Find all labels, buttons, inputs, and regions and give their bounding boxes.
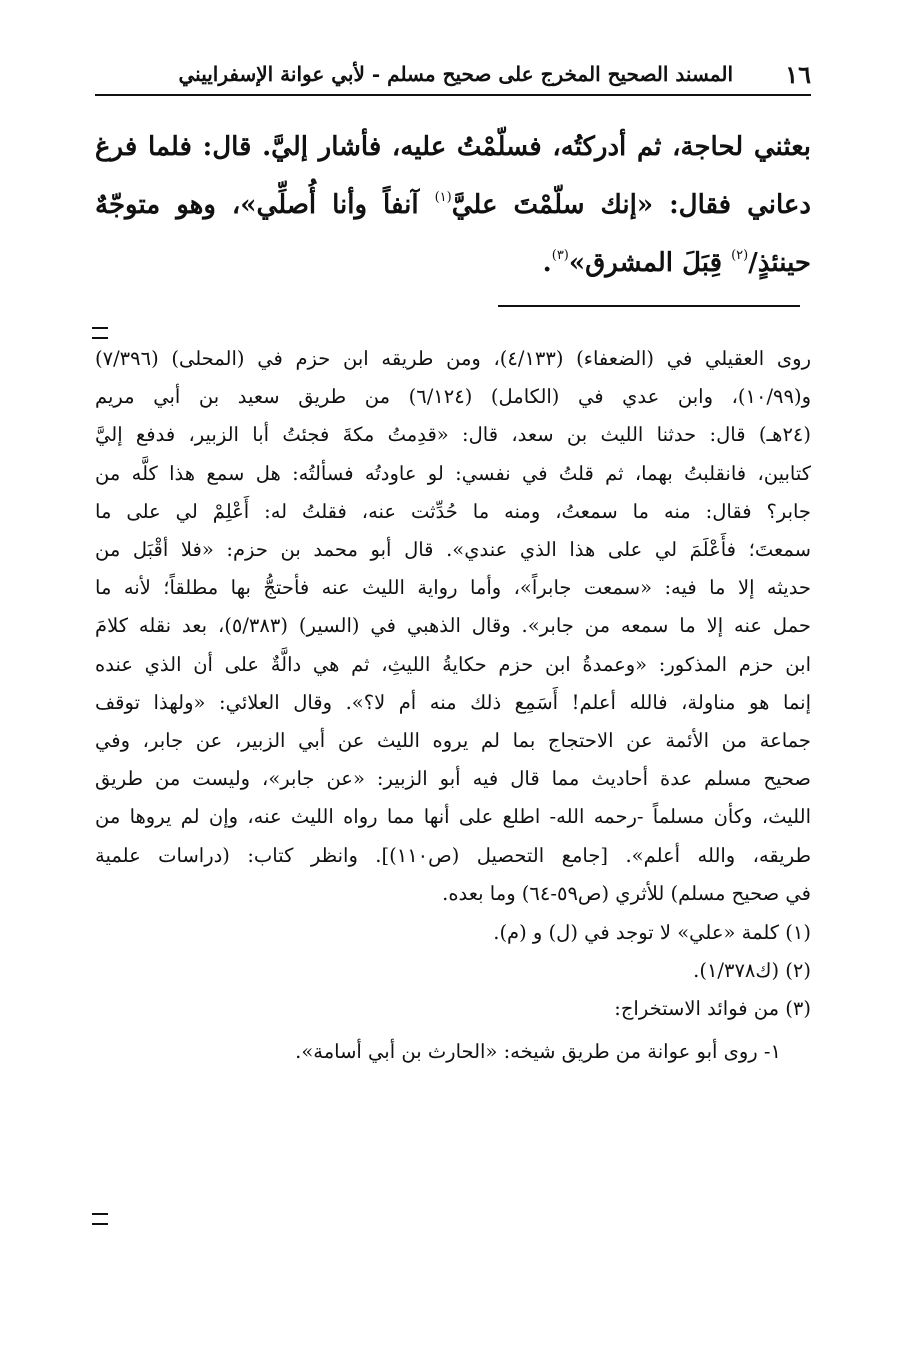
main-text — [95, 118, 811, 292]
main-text-line — [95, 234, 811, 292]
footnote-line: إنما هو مناولة، فالله أعلم! أَسَمِع ذلك منه أم لا؟». وقال العلائي: «ولهذا توقف — [95, 690, 811, 714]
running-title: المسند الصحيح المخرج على صحيح مسلم - لأبي عوانة الإسفراييني — [178, 62, 733, 86]
page-number: ١٦ — [785, 60, 811, 89]
footnote-ref: (١) — [434, 190, 452, 206]
footnote-separator — [498, 305, 800, 307]
footnote-item: (٢) (ك١/٣٧٨). — [693, 959, 811, 983]
footnote-line: الليث، وكأن مسلماً -رحمه الله- اطلع على أنها مما رواه الليث عنه، وإن لم يروها من — [95, 805, 811, 829]
continuation-mark-top — [92, 327, 108, 339]
main-text-segment: قِبَلَ المشرق» — [568, 248, 732, 278]
main-text-segment: حينئذٍ/ — [748, 248, 811, 278]
footnote-line: (٢٤هـ) قال: حدثنا الليث بن سعد، قال: «قدِمتُ مكةَ فجئتُ أبا الزبير، فدفع إليَّ — [95, 423, 811, 447]
footnote-line: سمعتَ؛ فأَعْلَمَ لي على هذا الذي عندي». قال أبو محمد بن حزم: «فلا أقْبَل من — [95, 538, 811, 562]
footnote-line: طريقه، والله أعلم». [جامع التحصيل (ص١١٠)]. وانظر كتاب: (دراسات علمية — [95, 843, 811, 867]
footnote-line: كتابين، فانقلبتُ بهما، ثم قلتُ في نفسي: لو عاودتُه فسألتُه: هل سمع هذا كلَّه من — [95, 461, 811, 485]
footnote-ref: (٣) — [551, 248, 569, 264]
footnote-line: صحيح مسلم عدة أحاديث مما قال فيه أبو الزبير: «عن جابر»، وليست من طريق — [95, 767, 811, 791]
footnote-line: ابن حزم المذكور: «وعمدةُ ابن حزم حكايةُ الليثِ، ثم هي دالَّةٌ على أن الذي عنده — [95, 652, 811, 676]
footnotes — [95, 340, 811, 1073]
main-text-segment: آنفاً وأنا أُصلِّي»، وهو متوجّهٌ — [95, 190, 435, 220]
footnote-ref: (٢) — [731, 248, 749, 264]
footnote-line: جماعة من الأئمة عن الاحتجاج بما لم يروه الليث عن أبي الزبير، عن جابر، وفي — [95, 729, 811, 753]
main-text-line — [95, 176, 811, 234]
footnote-list — [95, 914, 811, 1073]
footnote-line: روى العقيلي في (الضعفاء) (٤/١٣٣)، ومن طريقه ابن حزم في (المحلى) (٧/٣٩٦) — [95, 347, 811, 370]
footnote-item: (٣) من فوائد الاستخراج: — [614, 997, 811, 1021]
footnote-line: حمل عنه إلا ما سمعه من جابر». وقال الذهبي في (السير) (٥/٣٨٣)، بعد نقله كلامَ — [95, 614, 811, 638]
footnote-item: (١) كلمة «علي» لا توجد في (ل) و (م). — [493, 921, 811, 945]
footnote-line: و(١٠/٩٩)، وابن عدي في (الكامل) (٦/١٢٤) من طريق سعيد بن أبي مريم — [95, 385, 811, 409]
footnote-line: في صحيح مسلم) للأثري (ص٥٩-٦٤) وما بعده. — [442, 881, 811, 905]
main-text-segment: دعاني فقال: «إنك سلّمْتَ عليَّ — [451, 190, 811, 220]
main-text-segment: . — [542, 248, 552, 278]
footnote-subitem: ١- روى أبو عوانة من طريق شيخه: «الحارث بن أبي أسامة». — [295, 1039, 781, 1063]
page-header — [95, 58, 811, 96]
main-text-line: بعثني لحاجة، ثم أدركتُه، فسلّمْتُ عليه، فأشار إليَّ. قال: فلما فرغ — [95, 132, 811, 162]
continuation-mark-bottom — [92, 1213, 108, 1225]
footnote-line: حديثه إلا ما فيه: «سمعت جابراً»، وأما رواية الليث عنه فأحتجُّ بها مطلقاً؛ لأنه ما — [95, 576, 811, 600]
footnote-line: جابر؟ فقال: منه ما سمعتُ، ومنه ما حُدِّثت عنه، فقلتُ له: أَعْلِمْ لي على ما — [95, 499, 811, 523]
